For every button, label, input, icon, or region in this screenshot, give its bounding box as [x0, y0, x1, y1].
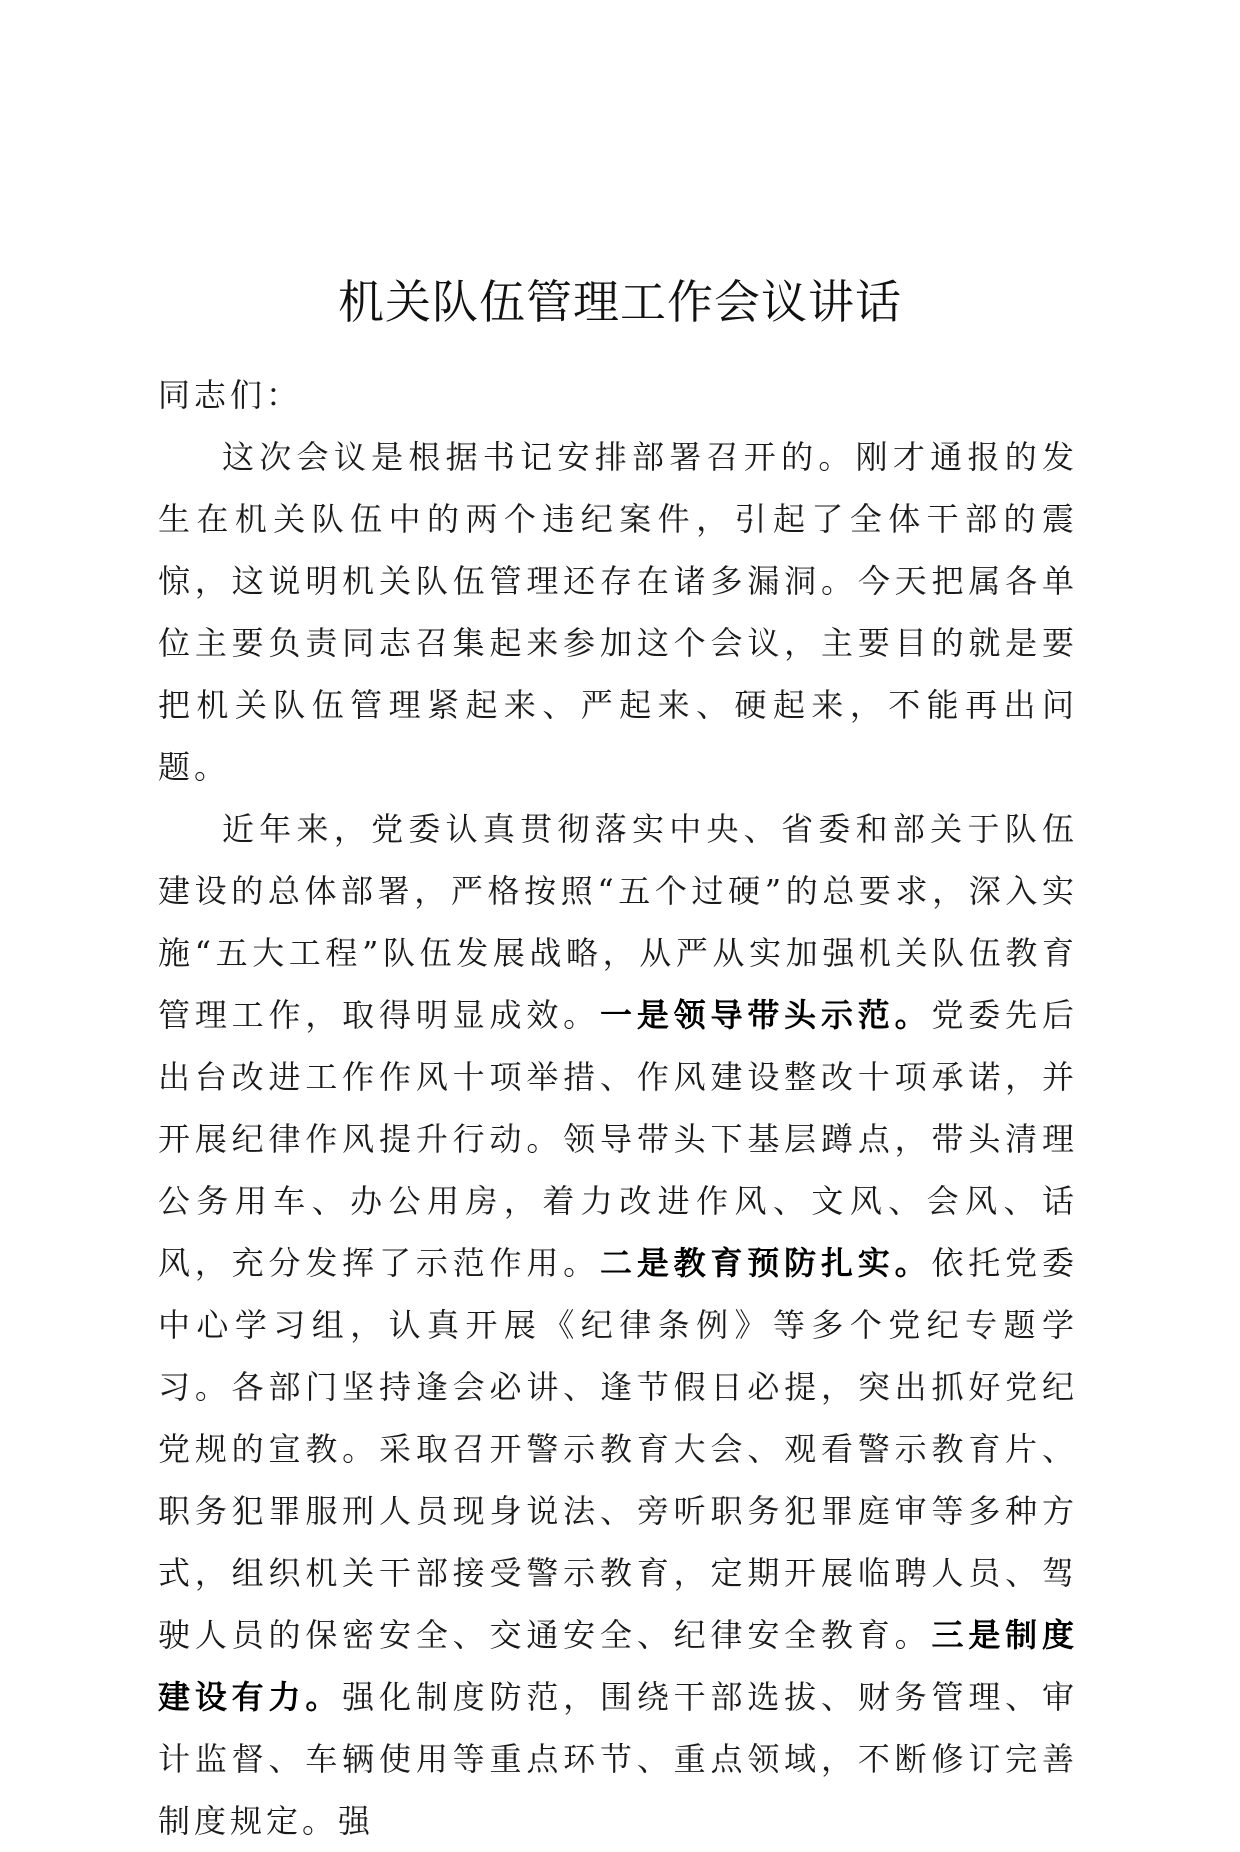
paragraph-text: 党委先后出台改进工作作风十项举措、作风建设整改十项承诺，并开展纪律作风提升行动。领导带头下基层蹲点，带头清理公务用车、办公用房，着力改进作风、文风、会风、话风，充分发挥了示范作用。 — [158, 996, 1078, 1282]
paragraph-text: 依托党委中心学习组，认真开展《纪律条例》等多个党纪专题学习。各部门坚持逢会必讲、逢节假日必提，突出抓好党纪党规的宣教。采取召开警示教育大会、观看警示教育片、职务犯罪服刑人员现身说法、旁听职务犯罪庭审等多种方式，组织机关干部接受警示教育，定期开展临聘人员、驾驶人员的保密安全、交通安全、纪律安全教育。 — [158, 1244, 1078, 1654]
paragraph-achievements — [158, 798, 1078, 1852]
document-body — [158, 364, 1078, 1852]
salutation: 同志们： — [158, 376, 303, 414]
paragraph-text: 强化制度防范，围绕干部选拔、财务管理、审计监督、车辆使用等重点环节、重点领域，不断修订完善制度规定。强 — [158, 1678, 1078, 1840]
paragraph-meeting-purpose — [158, 426, 1078, 798]
key-point-institutions: 三是制度建设有力。 — [158, 1616, 1078, 1716]
paragraph-text: 近年来，党委认真贯彻落实中央、省委和部关于队伍建设的总体部署，严格按照“五个过硬”的总要求，深入实施“五大工程”队伍发展战略，从严从实加强机关队伍教育管理工作，取得明显成效。 — [158, 810, 1078, 1034]
key-point-education: 二是教育预防扎实。 — [599, 1244, 932, 1282]
paragraph-text: 这次会议是根据书记安排部署召开的。刚才通报的发生在机关队伍中的两个违纪案件，引起了全体干部的震惊，这说明机关队伍管理还存在诸多漏洞。今天把属各单位主要负责同志召集起来参加这个会议，主要目的就是要把机关队伍管理紧起来、严起来、硬起来，不能再出问题。 — [158, 438, 1078, 786]
key-point-leadership: 一是领导带头示范。 — [599, 996, 932, 1034]
document-title: 机关队伍管理工作会议讲话 — [338, 275, 902, 329]
